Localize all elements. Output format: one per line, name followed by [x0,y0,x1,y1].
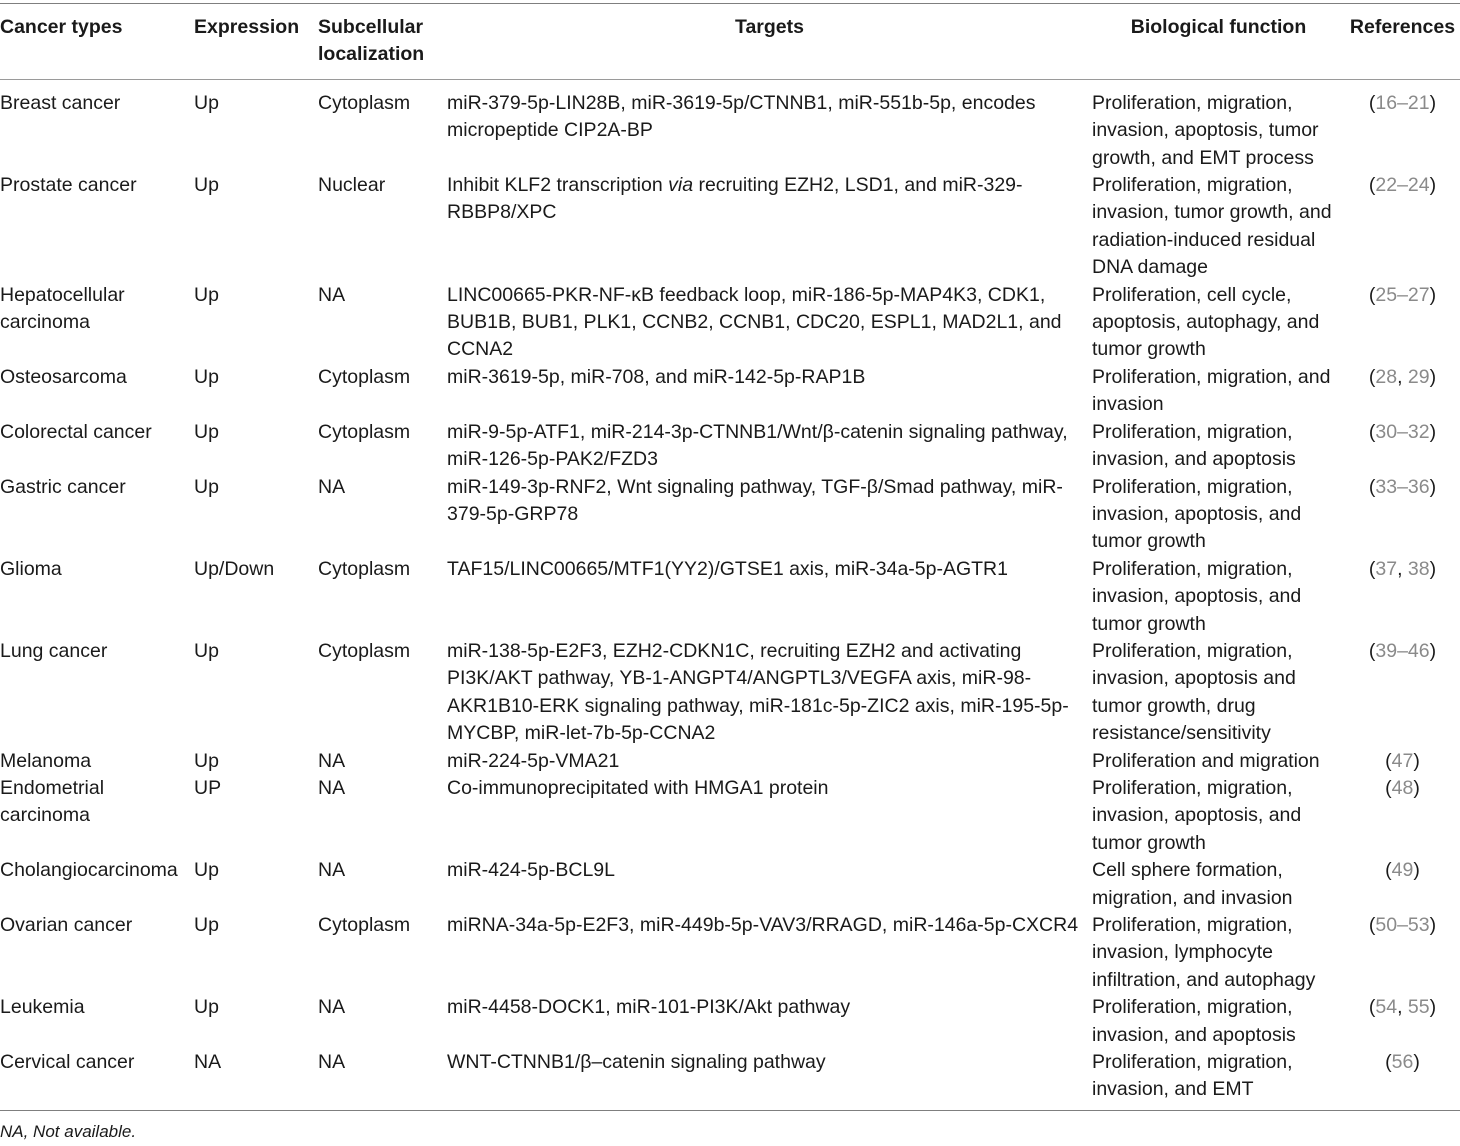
reference-link[interactable]: 29 [1407,365,1430,388]
biological-function-cell: Proliferation, migration, invasion, and apoptosis [1092,996,1296,1046]
biological-function-cell: Proliferation, migration, and invasion [1092,365,1331,416]
reference-separator: , [1397,996,1408,1019]
targets-cell [447,994,1092,1049]
targets-cell [447,857,1092,912]
localization-cell: NA [318,859,346,882]
reference-cell: (30–32) [1368,420,1437,443]
reference-link[interactable]: 28 [1375,365,1398,388]
table-row [0,282,1460,364]
localization-cell: Cytoplasm [318,639,411,662]
reference-cell: (39–46) [1368,639,1437,662]
reference-link[interactable]: 54 [1375,996,1398,1019]
targets-text: Co-immunoprecipitated with HMGA1 protein [447,776,829,799]
targets-cell [447,419,1092,474]
header-biological-function: Biological function [1130,16,1307,38]
reference-link[interactable]: 16–21 [1375,91,1430,114]
biological-function-cell: Proliferation, migration, invasion, apoptosis, and tumor growth [1092,475,1302,553]
targets-text: Inhibit KLF2 transcription [447,174,669,197]
targets-cell [447,79,1092,172]
targets-cell [447,282,1092,364]
reference-link[interactable]: 22–24 [1375,174,1430,197]
header-expression: Expression [194,16,300,38]
expression-cell: Up [194,996,219,1019]
cancer-type-cell: Ovarian cancer [0,914,133,936]
biological-function-cell: Proliferation, migration, invasion, apoptosis, tumor growth, and EMT process [1092,91,1319,169]
header-targets: Targets [735,16,804,38]
localization-cell: NA [318,776,346,799]
reference-cell: (50–53) [1368,914,1437,936]
biological-function-cell: Proliferation, migration, invasion, and EMT [1092,1051,1293,1101]
targets-cell [447,556,1092,638]
targets-cell [447,638,1092,748]
cancer-type-cell: Cholangiocarcinoma [0,859,178,882]
table-footnote: NA, Not available. [0,1122,137,1141]
cancer-type-cell: Endometrial carcinoma [0,776,105,827]
expression-cell: NA [194,1051,222,1074]
cancer-type-cell: Hepatocellular carcinoma [0,283,125,334]
reference-link[interactable]: 39–46 [1375,639,1430,662]
table-row [0,748,1460,775]
table-row [0,556,1460,638]
localization-cell: NA [318,749,346,772]
targets-cell [447,474,1092,556]
reference-cell: (25–27) [1368,283,1437,306]
reference-cell: (49) [1385,859,1420,882]
cancer-type-cell: Glioma [0,557,62,580]
localization-cell: NA [318,475,346,498]
localization-cell: Cytoplasm [318,91,411,114]
table-row [0,994,1460,1049]
biological-function-cell: Proliferation, migration, invasion, apoptosis, and tumor growth [1092,776,1302,854]
reference-link[interactable]: 30–32 [1375,420,1430,443]
reference-cell: (28, 29) [1368,365,1437,388]
localization-cell: Cytoplasm [318,420,411,443]
table-row [0,1049,1460,1110]
targets-text: TAF15/LINC00665/MTF1(YY2)/GTSE1 axis, miR-34a-5p-AGTR1 [447,557,1008,580]
expression-cell: Up [194,749,219,772]
reference-link[interactable]: 38 [1407,557,1430,580]
table-row [0,775,1460,857]
expression-cell: Up [194,859,219,882]
reference-separator: , [1397,557,1408,580]
reference-link[interactable]: 25–27 [1375,283,1430,306]
table-row [0,419,1460,474]
expression-cell: Up [194,420,219,443]
table-row [0,79,1460,172]
reference-link[interactable]: 56 [1391,1051,1414,1074]
localization-cell: NA [318,996,346,1019]
targets-text: miR-9-5p-ATF1, miR-214-3p-CTNNB1/Wnt/β-catenin signaling pathway, miR-126-5p-PAK2/FZD3 [447,420,1068,471]
cancer-type-cell: Melanoma [0,749,92,772]
biological-function-cell: Proliferation, cell cycle, apoptosis, autophagy, and tumor growth [1092,283,1320,361]
cancer-type-cell: Lung cancer [0,639,108,662]
reference-separator: , [1397,365,1408,388]
expression-cell: Up [194,365,219,388]
expression-cell: Up [194,639,219,662]
reference-cell: (33–36) [1368,475,1437,498]
biological-function-cell: Proliferation and migration [1092,749,1320,772]
targets-text: miRNA-34a-5p-E2F3, miR-449b-5p-VAV3/RRAGD, miR-146a-5p-CXCR4 [447,914,1079,936]
cancer-type-cell: Osteosarcoma [0,365,127,388]
table-row [0,912,1460,994]
localization-cell: Cytoplasm [318,365,411,388]
targets-cell [447,775,1092,857]
localization-cell: NA [318,1051,346,1074]
reference-cell: (16–21) [1368,91,1437,114]
table-row [0,474,1460,556]
targets-cell [447,912,1092,994]
reference-cell: (37, 38) [1368,557,1437,580]
expression-cell: Up [194,914,219,936]
reference-cell: (22–24) [1368,174,1437,197]
cancer-type-cell: Breast cancer [0,91,121,114]
targets-cell [447,748,1092,775]
expression-cell: Up/Down [194,557,275,580]
table-row [0,172,1460,282]
cancer-type-cell: Colorectal cancer [0,420,152,443]
targets-text: LINC00665-PKR-NF-κB feedback loop, miR-186-5p-MAP4K3, CDK1, BUB1B, BUB1, PLK1, CCNB2, CCNB1, CDC20, ESPL1, MAD2L1, and CCNA2 [447,283,1062,361]
expression-cell: UP [194,776,222,799]
table-row [0,857,1460,912]
targets-text: WNT-CTNNB1/β–catenin signaling pathway [447,1051,826,1074]
expression-cell: Up [194,174,219,197]
expression-cell: Up [194,91,219,114]
reference-link[interactable]: 37 [1375,557,1398,580]
targets-text: miR-138-5p-E2F3, EZH2-CDKN1C, recruiting EZH2 and activating PI3K/AKT pathway, YB-1-ANGPT4/ANGPTL3/VEGFA axis, miR-98-AKR1B10-ERK signaling pathway, miR-181c-5p-ZIC2 axis, miR-195-5p-MYCBP, miR-let-7b-5p-CCNA2 [447,639,1069,745]
cancer-type-cell: Gastric cancer [0,475,126,498]
reference-link[interactable]: 49 [1391,859,1414,882]
table-row [0,364,1460,419]
targets-text: miR-4458-DOCK1, miR-101-PI3K/Akt pathway [447,996,851,1019]
biological-function-cell: Proliferation, migration, invasion, lymphocyte infiltration, and autophagy [1092,914,1316,991]
header-references: References [1349,16,1456,38]
cancer-table [0,3,1460,1111]
biological-function-cell: Proliferation, migration, invasion, apoptosis and tumor growth, drug resistance/sensitivity [1092,639,1296,745]
targets-cell [447,364,1092,419]
reference-link[interactable]: 48 [1391,776,1414,799]
header-subcellular-localization: Subcellular localization [318,16,425,66]
targets-text: miR-224-5p-VMA21 [447,749,620,772]
table-row [0,638,1460,748]
targets-text: miR-3619-5p, miR-708, and miR-142-5p-RAP1B [447,365,866,388]
reference-cell: (56) [1385,1051,1420,1074]
reference-link[interactable]: 50–53 [1375,914,1430,936]
targets-cell [447,172,1092,282]
targets-text-cont: recruiting EZH2, LSD1, and miR-329-RBBP8/XPC [447,174,1023,224]
localization-cell: Nuclear [318,174,386,197]
targets-cell [447,1049,1092,1110]
cancer-type-cell: Leukemia [0,996,85,1019]
expression-cell: Up [194,475,219,498]
reference-link[interactable]: 47 [1391,749,1414,772]
biological-function-cell: Cell sphere formation, migration, and invasion [1092,859,1293,909]
biological-function-cell: Proliferation, migration, invasion, and apoptosis [1092,420,1296,471]
header-cancer-types: Cancer types [0,16,123,38]
reference-link[interactable]: 33–36 [1375,475,1430,498]
reference-cell: (48) [1385,776,1420,799]
cancer-type-cell: Cervical cancer [0,1051,135,1074]
localization-cell: Cytoplasm [318,557,411,580]
reference-cell: (47) [1385,749,1420,772]
table-header-row [0,4,1460,80]
reference-cell: (54, 55) [1368,996,1437,1019]
biological-function-cell: Proliferation, migration, invasion, apoptosis, and tumor growth [1092,557,1302,635]
targets-italic-text: via [668,174,694,197]
targets-text: miR-424-5p-BCL9L [447,859,615,882]
localization-cell: Cytoplasm [318,914,411,936]
reference-link[interactable]: 55 [1407,996,1430,1019]
targets-text: miR-149-3p-RNF2, Wnt signaling pathway, TGF-β/Smad pathway, miR-379-5p-GRP78 [447,475,1063,525]
cancer-type-cell: Prostate cancer [0,174,137,197]
localization-cell: NA [318,283,346,306]
targets-text: miR-379-5p-LIN28B, miR-3619-5p/CTNNB1, miR-551b-5p, encodes micropeptide CIP2A-BP [447,91,1036,142]
biological-function-cell: Proliferation, migration, invasion, tumor growth, and radiation-induced residual DNA damage [1092,174,1332,279]
expression-cell: Up [194,283,219,306]
